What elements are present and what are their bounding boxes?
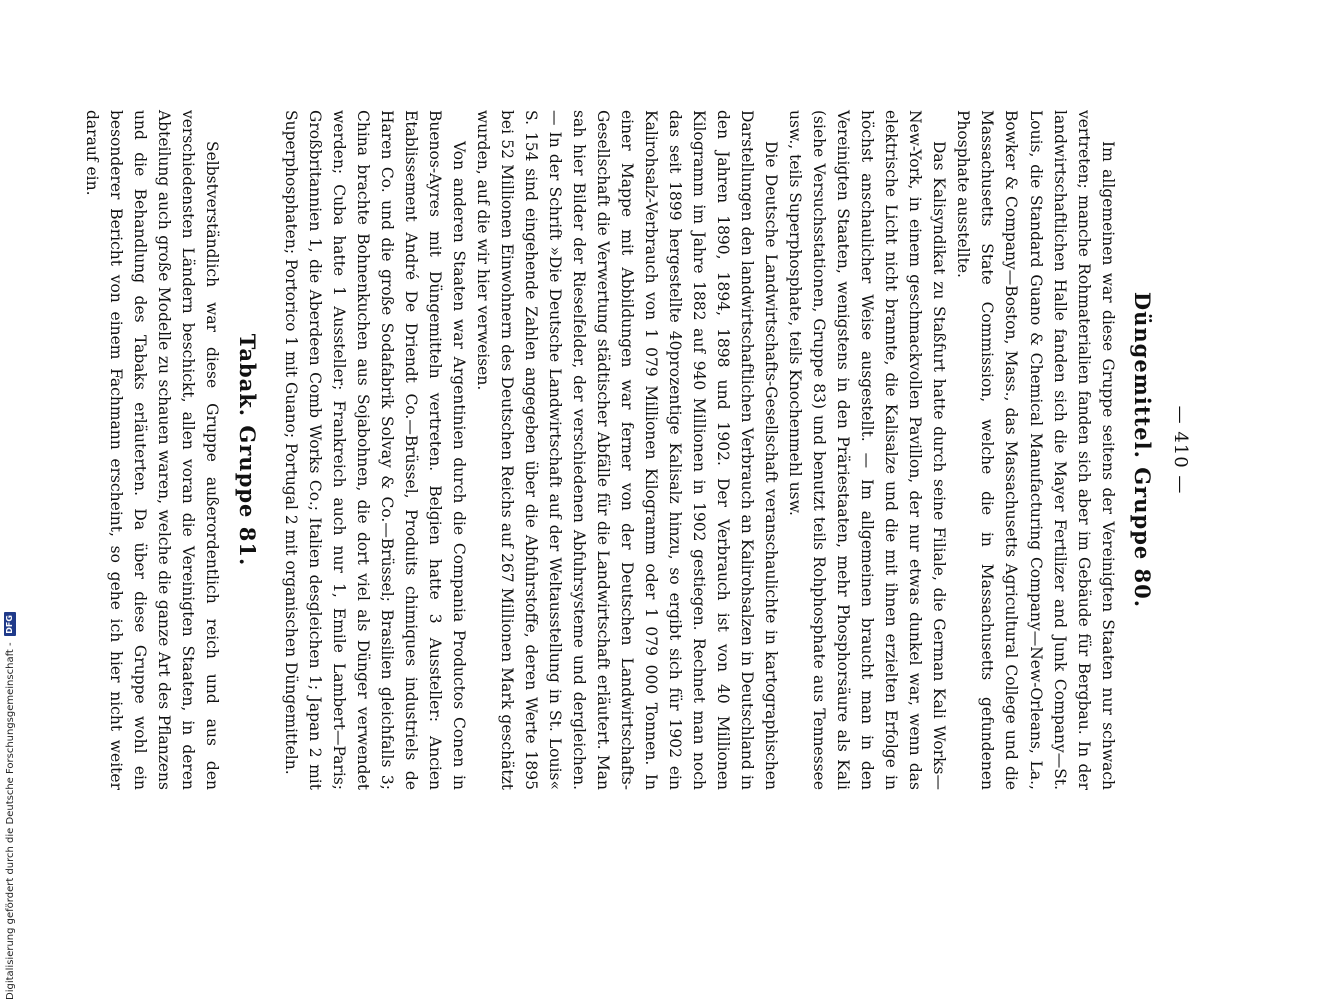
page-number: — 410 — [1170,405,1191,495]
paragraph: Von anderen Staaten war Argentinien durch die Compania Productos Conen in Buenos-Ayres mit Düngemitteln vertreten. Belgien hatte 3 Aussteller: Ancien Etablissement André De Driendt Co.—Brüssel, Produits chimiques industriels de Haren Co. und die große Sodafabrik Solvay & Co.—Brüssel; Brasilien gleichfalls 3; China brachte Bohnenkuchen aus Sojabohnen, die dort viel als Dünger verwendet werden; Cuba hatte 1 Aussteller; Frankreich auch nur 1, Emile Lambert—Paris; Großbritannien 1, die Aberdeen Comb Works Co.; Italien desgleichen 1; Japan 2 mit Superphosphaten; Portorico 1 mit Guano; Portugal 2 mit organischen Düngemitteln. [282,110,469,790]
paragraph: Im allgemeinen war diese Gruppe seitens der Vereinigten Staaten nur schwach vertreten; manche Rohmaterialien fanden sich aber im Gebäude für Bergbau. In der landwirtschaftlichen Halle fanden sich die Mayer Fertilizer and Junk Company—St. Louis, die Standard Guano & Chemical Manufacturing Company—New-Orleans, La., Bowker & Company—Boston, Mass., das Massachusetts Agricultural College und die Massachusetts State Commission, welche die in Massachusetts gefundenen Phosphate ausstellte. [954,110,1117,790]
dfg-logo-icon: DFG [4,612,16,636]
section-heading: Düngemittel. Gruppe 80. [1130,291,1156,609]
paragraph: Die Deutsche Landwirtschafts-Gesellschaft veranschaulichte in kartographischen Darstellungen den landwirtschaftlichen Verbrauch an Kalirohsalzen in Deutschland in den Jahren 1890, 1894, 1898 und 1902. Der Verbrauch ist von 40 Millionen Kilogramm im Jahre 1882 auf 940 Millionen in 1902 gestiegen. Rechnet man noch das seit 1899 hergestellte 40prozentige Kalisalz hinzu, so ergibt sich für 1902 ein Kalirohsalz-Verbrauch von 1 079 Millionen Kilogramm oder 1 079 000 Tonnen. In einer Mappe mit Abbildungen war ferner von der Deutschen Landwirtschafts-Gesellschaft die Verwertung städtischer Abfälle für die Landwirtschaft erläutert. Man sah hier Bilder der Rieselfelder, der verschiedenen Abfuhrsysteme und dergleichen. — In der Schrift »Die Deutsche Landwirtschaft auf der Weltausstellung in St. Louis« S. 154 sind eingehende Zahlen angegeben über die Abfuhrstoffe, deren Werte 1895 bei 52 Millionen Einwohnern des Deutschen Reichs auf 267 Millionen Mark geschätzt wurden, auf die wir hier verweisen. [474,110,781,790]
paragraph: Selbstverständlich war diese Gruppe außerordentlich reich und aus den verschiedensten Ländern beschickt, allen voran die Vereinigten Staaten, in deren Abteilung auch große Modelle zu schauen waren, welche die ganze Art des Pflanzens und die Behandlung des Tabaks erläuterten. Da über diese Gruppe wohl ein besonderer Bericht von einem Fachmann erscheint, so gehe ich hier nicht weiter darauf ein. [83,110,222,790]
page-body [80,110,1194,790]
section-duengemittel [279,110,1158,790]
digitization-footer [0,606,20,1000]
footer-rotated [0,606,20,1000]
section-heading: Tabak. Gruppe 81. [235,333,261,567]
footer-text: Digitalisierung gefördert durch die Deutsche Forschungsgemeinschaft - [4,642,16,1000]
paragraph: Das Kalisyndikat zu Staßfurt hatte durch seine Filiale, die German Kali Works—New-York, in einem geschmackvollen Pavillon, der nur etwas dunkel war, wenn das elektrische Licht nicht brannte, die Kalisalze und die mit ihnen erzielten Erfolge in höchst anschaulicher Weise ausgestellt. — Im allgemeinen braucht man in den Vereinigten Staaten, wenigstens in den Präriestaaten, mehr Phosphorsäure als Kali (siehe Versuchsstationen, Gruppe 83) und benutzt teils Rohphosphate aus Tennessee usw., teils Superphosphate, teils Knochenmehl usw. [786,110,949,790]
section-tabak [80,110,263,790]
